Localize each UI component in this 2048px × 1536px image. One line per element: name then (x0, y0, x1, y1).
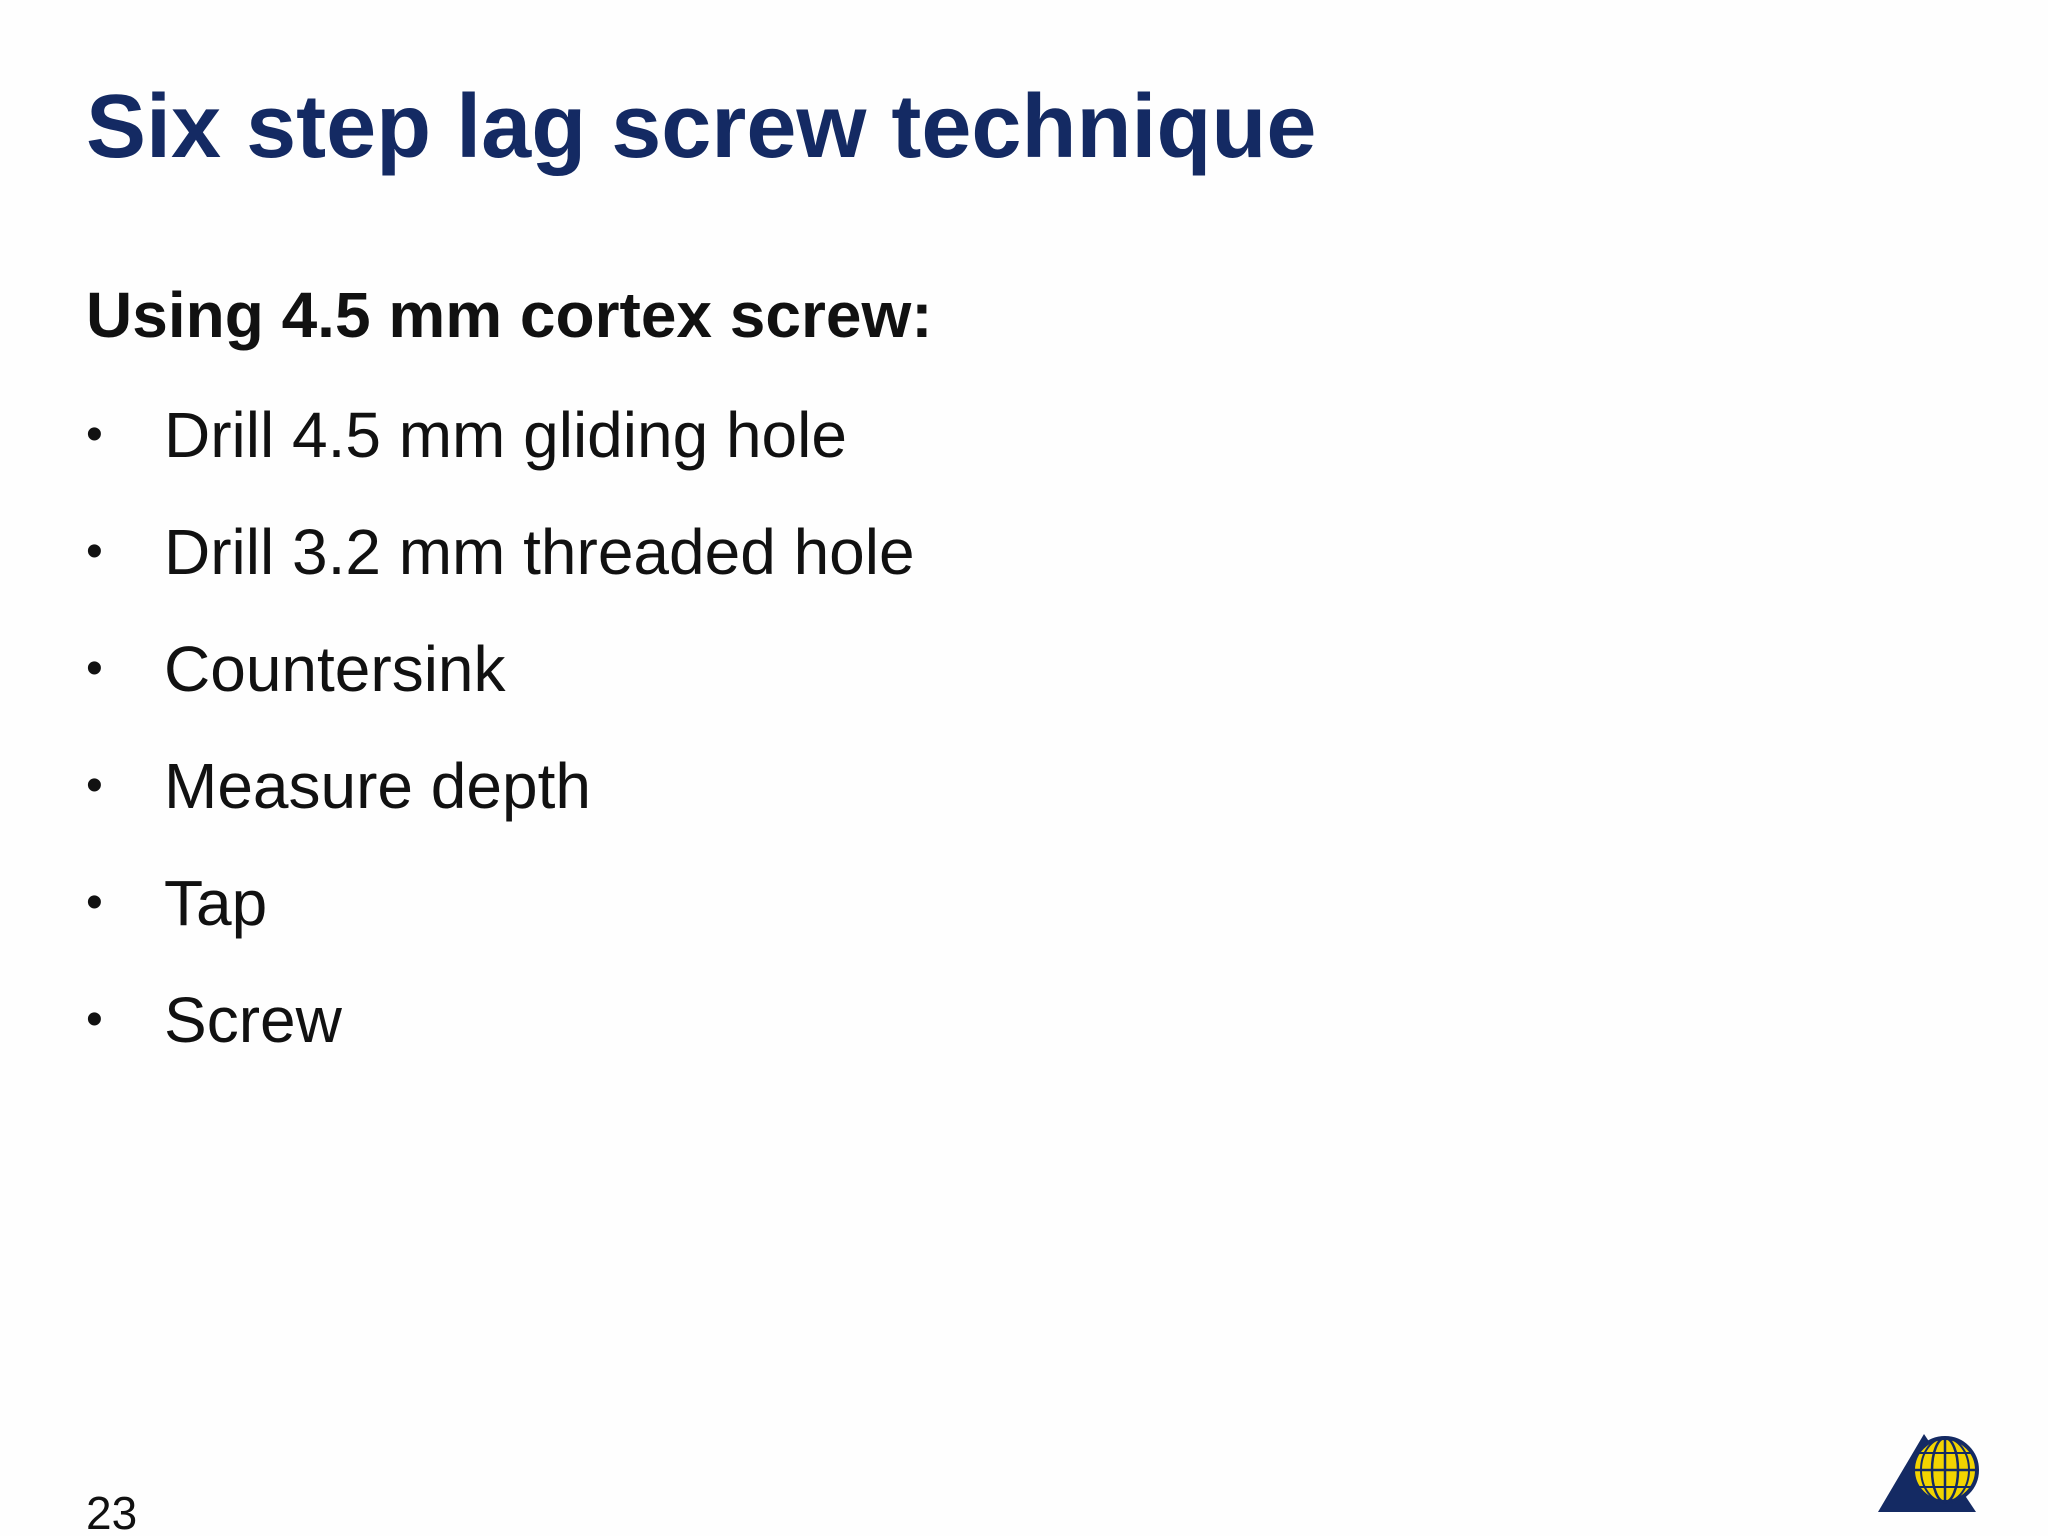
globe-triangle-logo-icon (1875, 1422, 1985, 1514)
step-label: Countersink (164, 633, 506, 705)
step-label: Measure depth (164, 750, 591, 822)
step-label: Screw (164, 984, 342, 1056)
slide-subtitle: Using 4.5 mm cortex screw: (86, 279, 933, 351)
page-number: 23 (86, 1487, 138, 1536)
bullet-icon: • (86, 642, 103, 695)
step-label: Drill 4.5 mm gliding hole (164, 399, 847, 471)
bullet-icon: • (86, 759, 103, 812)
bullet-icon: • (86, 993, 103, 1046)
step-label: Tap (164, 867, 268, 939)
bullet-icon: • (86, 525, 103, 578)
slide-title: Six step lag screw technique (86, 77, 1317, 177)
step-label: Drill 3.2 mm threaded hole (164, 516, 915, 588)
bullet-icon: • (86, 408, 103, 461)
bullet-icon: • (86, 876, 103, 929)
